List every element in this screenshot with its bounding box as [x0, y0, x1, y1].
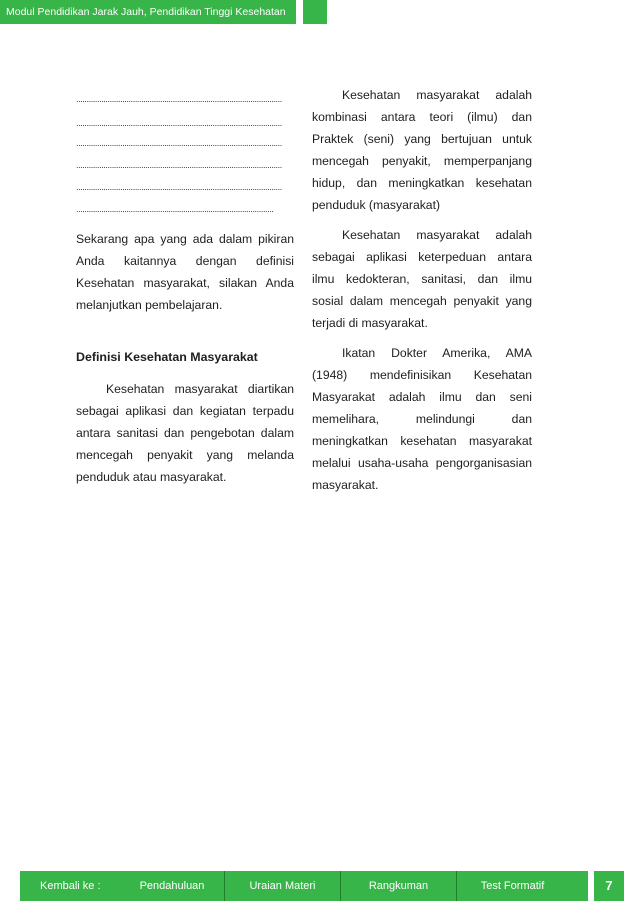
- answer-lines: [76, 88, 294, 220]
- nav-test-formatif-button[interactable]: Test Formatif: [456, 871, 568, 901]
- answer-line: ..................................................................................................: [76, 118, 282, 128]
- answer-line: ..................................................................................................: [76, 138, 282, 148]
- answer-line: ..................................................................................................: [76, 94, 282, 104]
- right-paragraph: Kesehatan masyarakat adalah sebagai aplikasi keterpeduan antara ilmu kedokteran, sanitasi, dan ilmu sosial dalam mencegah penyakit yang terjadi di masyarakat.: [312, 228, 532, 330]
- section-heading: Definisi Kesehatan Masyarakat: [76, 350, 258, 364]
- header-title: Modul Pendidikan Jarak Jauh, Pendidikan Tinggi Kesehatan: [0, 0, 296, 24]
- nav-rangkuman-button[interactable]: Rangkuman: [340, 871, 456, 901]
- answer-line: ..................................................................................................: [76, 182, 282, 192]
- answer-line: ..................................................................................................: [76, 160, 282, 170]
- footer-nav: [20, 871, 588, 901]
- nav-uraian-materi-button[interactable]: Uraian Materi: [224, 871, 340, 901]
- definition-paragraph: Kesehatan masyarakat diartikan sebagai aplikasi dan kegiatan terpadu antara sanitasi dan pengebotan dalam mencegah penyakit yang melanda penduduk atau masyarakat.: [76, 382, 294, 484]
- right-column: [312, 84, 532, 496]
- nav-pendahuluan-button[interactable]: Pendahuluan: [139, 880, 205, 892]
- right-paragraph: Kesehatan masyarakat adalah kombinasi antara teori (ilmu) dan Praktek (seni) yang bertujuan untuk mencegah penyakit, memperpanjang hidup, dan meningkatkan kesehatan penduduk (masyarakat): [312, 88, 532, 212]
- answer-line: ..............................................................................................: [76, 204, 274, 214]
- header-accent-block: [303, 0, 327, 24]
- left-column: [76, 88, 294, 488]
- footer-label: Kembali ke :: [40, 880, 101, 892]
- page-number: 7: [594, 871, 624, 901]
- right-paragraph: Ikatan Dokter Amerika, AMA (1948) mendefinisikan Kesehatan Masyarakat adalah ilmu dan seni memelihara, melindungi dan meningkatkan kesehatan masyarakat melalui usaha-usaha pengorganisasian masyarakat.: [312, 346, 532, 492]
- reflection-prompt: Sekarang apa yang ada dalam pikiran Anda kaitannya dengan definisi Kesehatan masyarakat, silakan Anda melanjutkan pembelajaran.: [76, 232, 294, 312]
